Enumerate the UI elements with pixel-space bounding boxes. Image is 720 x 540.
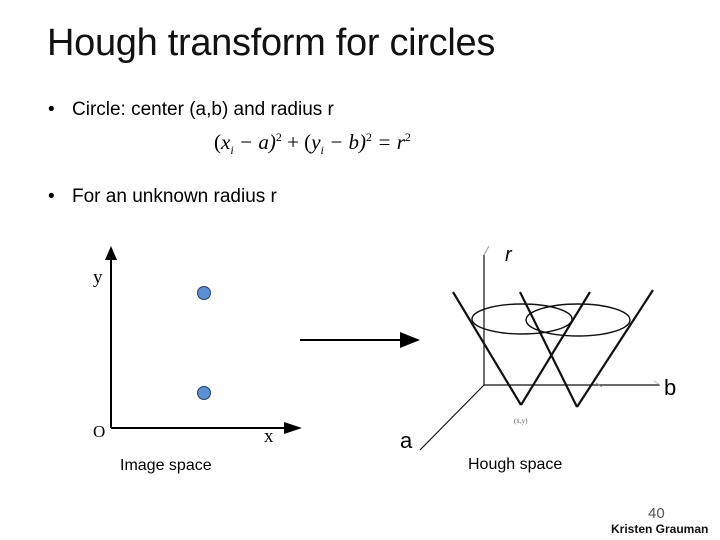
hough-a-label: a	[400, 428, 413, 453]
bullet-marker: •	[48, 186, 55, 207]
hough-point-label: (x,y)	[514, 417, 528, 425]
credit: Kristen Grauman	[611, 522, 709, 536]
bullet-text: Circle: center (a,b) and radius r	[72, 99, 334, 120]
cone-1-right	[521, 292, 590, 405]
page-number: 40	[648, 505, 665, 522]
bullet-text: For an unknown radius r	[72, 186, 277, 207]
image-y-label: y	[93, 267, 103, 288]
image-point-2	[198, 387, 211, 400]
image-space-caption: Image space	[120, 457, 212, 474]
image-point-1	[198, 287, 211, 300]
circle-equation: $(x_i - a)^2 + (y_i - b)^2 = r^2$	[214, 130, 411, 158]
a-axis	[420, 385, 484, 450]
image-x-label: x	[264, 426, 274, 447]
cone-2-left	[520, 292, 577, 407]
hough-r-label: r	[505, 244, 512, 266]
y-axis-arrowhead	[105, 246, 117, 260]
x-axis-arrowhead	[284, 422, 302, 434]
cone-1-circle	[472, 304, 572, 334]
hough-space-caption: Hough space	[468, 456, 563, 473]
image-space-axes	[105, 246, 302, 434]
image-origin-label: O	[93, 422, 106, 441]
bullet-marker: •	[48, 99, 55, 120]
hough-space-sketch	[420, 246, 660, 450]
cone-2-circle	[526, 304, 630, 336]
hough-b-label: b	[664, 375, 677, 400]
cone-2-right	[577, 290, 653, 407]
slide-title: Hough transform for circles	[47, 22, 496, 64]
